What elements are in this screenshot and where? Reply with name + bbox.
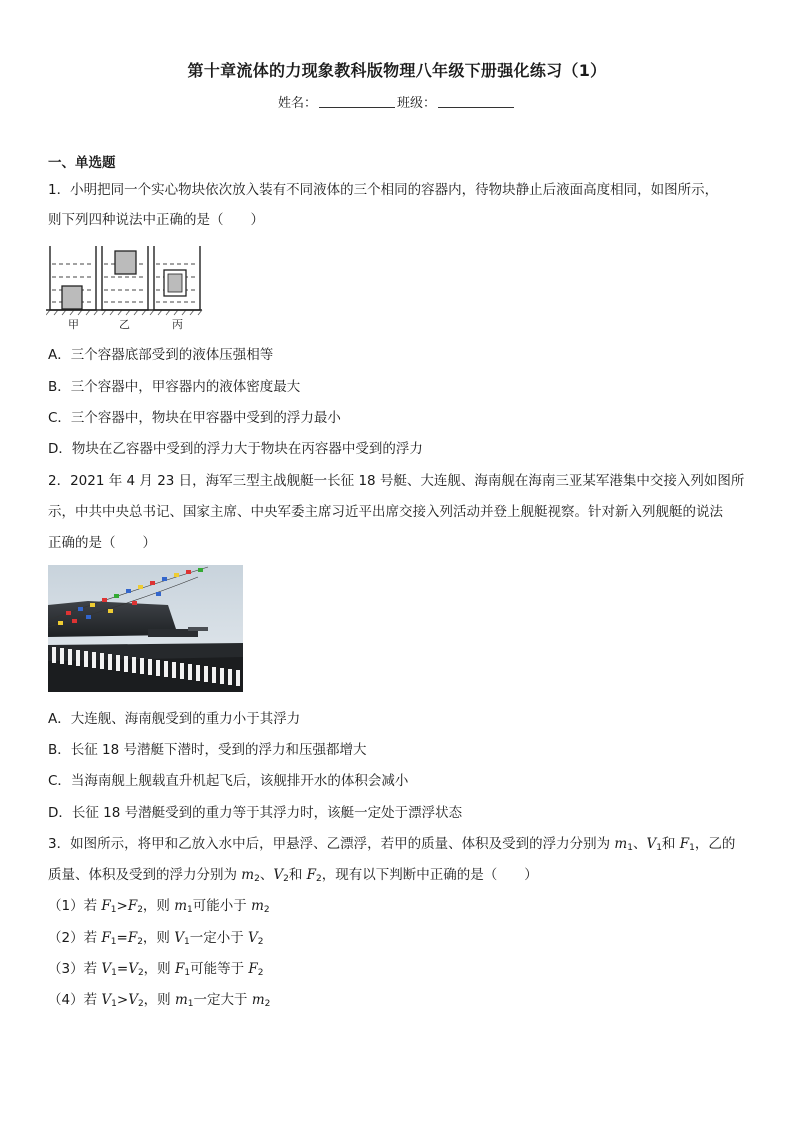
q2-option-d[interactable]: D．长征 18 号潜艇受到的重力等于其浮力时，该艇一定处于漂浮状态 [48, 805, 463, 821]
class-blank[interactable] [438, 95, 514, 108]
q1-option-a[interactable]: A．三个容器底部受到的液体压强相等 [48, 347, 274, 363]
q1-option-b[interactable]: B．三个容器中，甲容器内的液体密度最大 [48, 379, 301, 395]
q3-judgement-1[interactable]: （1）若 $F_1>F_2$，则 $m_1$可能小于 $m_2$ [48, 898, 270, 915]
q2-option-a[interactable]: A．大连舰、海南舰受到的重力小于其浮力 [48, 711, 301, 727]
section-title: 一、单选题 [48, 155, 116, 171]
label-yi: 乙 [119, 318, 130, 331]
student-info [0, 92, 794, 111]
q3-stem-line2: 质量、体积及受到的浮力分别为 $m_2$、$V_2$和 $F_2$，现有以下判断中正确的是（ ） [48, 867, 538, 884]
q2-option-c[interactable]: C．当海南舰上舰载直升机起飞后，该舰排开水的体积会减小 [48, 773, 409, 789]
q2-stem-line2: 示，中共中央总书记、国家主席、中央军委主席习近平出席交接入列活动并登上舰艇视察。针对新入列舰艇的说法 [48, 504, 723, 520]
q1-option-d[interactable]: D．物块在乙容器中受到的浮力大于物块在丙容器中受到的浮力 [48, 441, 423, 457]
label-jia: 甲 [68, 318, 79, 331]
block-yi [115, 251, 136, 274]
q3-judgement-4[interactable]: （4）若 $V_1>V_2$，则 $m_1$一定大于 $m_2$ [48, 992, 271, 1009]
q2-option-b[interactable]: B．长征 18 号潜艇下潜时，受到的浮力和压强都增大 [48, 742, 367, 758]
name-label: 姓名： [277, 96, 317, 111]
class-label: 班级： [397, 96, 437, 111]
block-bing [168, 274, 182, 292]
q1-option-c[interactable]: C．三个容器中，物块在甲容器中受到的浮力最小 [48, 410, 341, 426]
name-blank[interactable] [319, 95, 395, 108]
q3-judgement-2[interactable]: （2）若 $F_1=F_2$，则 $V_1$一定小于 $V_2$ [48, 930, 264, 947]
label-bing: 丙 [172, 318, 183, 331]
q1-stem-line1: 1．小明把同一个实心物块依次放入装有不同液体的三个相同的容器内，待物块静止后液面高度相同，如图所示， [48, 182, 719, 198]
q1-stem-line2: 则下列四种说法中正确的是（ ） [48, 212, 264, 228]
q2-stem-line1: 2．2021 年 4 月 23 日，海军三型主战舰艇一长征 18 号艇、大连舰、海南舰在海南三亚某军港集中交接入列如图所 [48, 473, 745, 489]
q1-container-figure [46, 244, 206, 332]
q2-stem-line3: 正确的是（ ） [48, 535, 156, 551]
q3-judgement-3[interactable]: （3）若 $V_1=V_2$，则 $F_1$可能等于 $F_2$ [48, 961, 264, 978]
q3-stem-line1: 3．如图所示，将甲和乙放入水中后，甲悬浮、乙漂浮，若甲的质量、体积及受到的浮力分别为 $m_1$、$V_1$和 $F_1$，乙的 [48, 836, 736, 853]
q2-submarine-photo [48, 565, 243, 692]
block-jia [62, 286, 82, 309]
page-title: 第十章流体的力现象教科版物理八年级下册强化练习（1） [187, 61, 607, 80]
